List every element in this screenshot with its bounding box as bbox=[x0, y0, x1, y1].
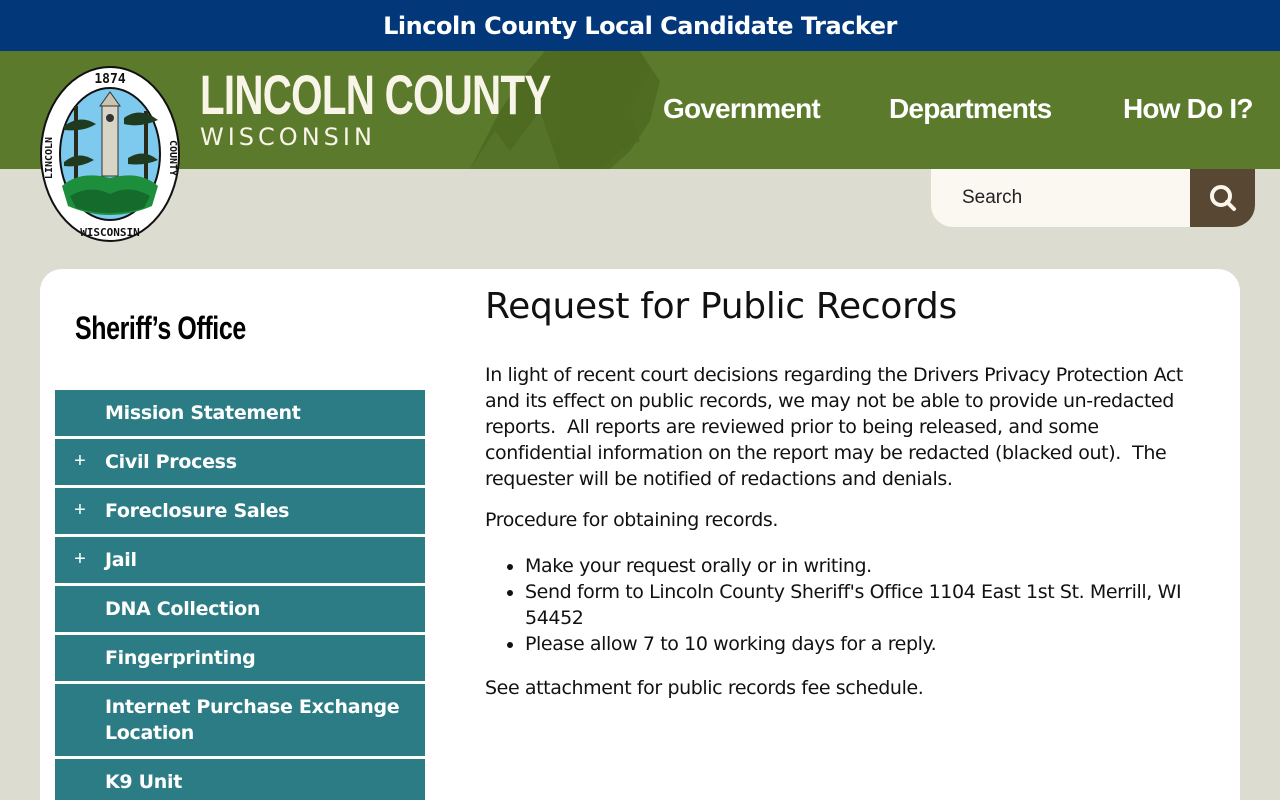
intro-paragraph: In light of recent court decisions regarding the Drivers Privacy Protection Act and its effect on public records, we may not be able to provide un-redacted reports. All reports are reviewed prior to being released, and some confidential information on the report may be redacted (blacked out). The requester will be notified of redactions and denials. bbox=[485, 364, 1183, 490]
candidate-tracker-link[interactable]: Lincoln County Local Candidate Tracker bbox=[383, 11, 897, 40]
expand-plus-icon[interactable]: + bbox=[74, 450, 86, 472]
nav-how-do-i[interactable]: How Do I? bbox=[1123, 93, 1253, 124]
site-header bbox=[0, 51, 1280, 169]
sidebar-item-label: Civil Process bbox=[105, 451, 237, 473]
sidebar-item-label: K9 Unit bbox=[105, 771, 183, 793]
sidebar-item-civil-process[interactable] bbox=[55, 439, 425, 485]
sidebar-item-dna-collection[interactable] bbox=[55, 586, 425, 632]
nav-government[interactable]: Government bbox=[663, 93, 820, 124]
search-button[interactable] bbox=[1190, 169, 1255, 227]
top-banner bbox=[0, 0, 1280, 51]
search-bar bbox=[931, 169, 1255, 227]
sidebar-item-fingerprinting[interactable] bbox=[55, 635, 425, 681]
sidebar-item-foreclosure-sales[interactable] bbox=[55, 488, 425, 534]
sidebar-item-label: Mission Statement bbox=[105, 402, 301, 424]
sidebar-item-label: Internet Purchase Exchange Location bbox=[105, 696, 400, 744]
procedure-heading: Procedure for obtaining records. bbox=[485, 509, 779, 531]
expand-plus-icon[interactable]: + bbox=[74, 548, 86, 570]
seal-right-text: COUNTY bbox=[167, 139, 178, 177]
sidebar-item-label: Fingerprinting bbox=[105, 647, 256, 669]
procedure-step: • Send form to Lincoln County Sheriff's Office 1104 East 1st St. Merrill, WI 54452 bbox=[525, 579, 1185, 631]
sidebar-item-k9-unit[interactable] bbox=[55, 759, 425, 800]
seal-state: WISCONSIN bbox=[80, 226, 140, 239]
sidebar-item-jail[interactable] bbox=[55, 537, 425, 583]
procedure-step: • Please allow 7 to 10 working days for a reply. bbox=[525, 631, 1185, 657]
sidebar-item-internet-purchase-exchange[interactable] bbox=[55, 684, 425, 756]
search-icon bbox=[1208, 183, 1238, 213]
main-content bbox=[485, 284, 1185, 716]
sidebar-menu bbox=[55, 390, 425, 800]
county-name: LINCOLN COUNTY bbox=[200, 63, 551, 126]
sidebar-item-label: Foreclosure Sales bbox=[105, 500, 290, 522]
sidebar-item-label: Jail bbox=[105, 549, 137, 571]
expand-plus-icon[interactable]: + bbox=[74, 499, 86, 521]
nav-departments[interactable]: Departments bbox=[889, 93, 1052, 124]
sidebar-item-label: DNA Collection bbox=[105, 598, 261, 620]
sidebar-title: Sheriff’s Office bbox=[75, 310, 246, 346]
fee-schedule-note: See attachment for public records fee schedule. bbox=[485, 677, 924, 699]
seal-left-text: LINCOLN bbox=[44, 136, 55, 180]
search-input[interactable] bbox=[931, 169, 1190, 227]
state-name: WISCONSIN bbox=[200, 123, 376, 151]
page-title: Request for Public Records bbox=[485, 286, 957, 327]
procedure-list bbox=[525, 553, 1185, 657]
sidebar-item-mission-statement[interactable] bbox=[55, 390, 425, 436]
seal-year: 1874 bbox=[94, 72, 126, 87]
procedure-step: • Make your request orally or in writing. bbox=[525, 553, 1185, 579]
brand[interactable] bbox=[200, 63, 687, 151]
county-seal-logo[interactable] bbox=[40, 66, 180, 242]
